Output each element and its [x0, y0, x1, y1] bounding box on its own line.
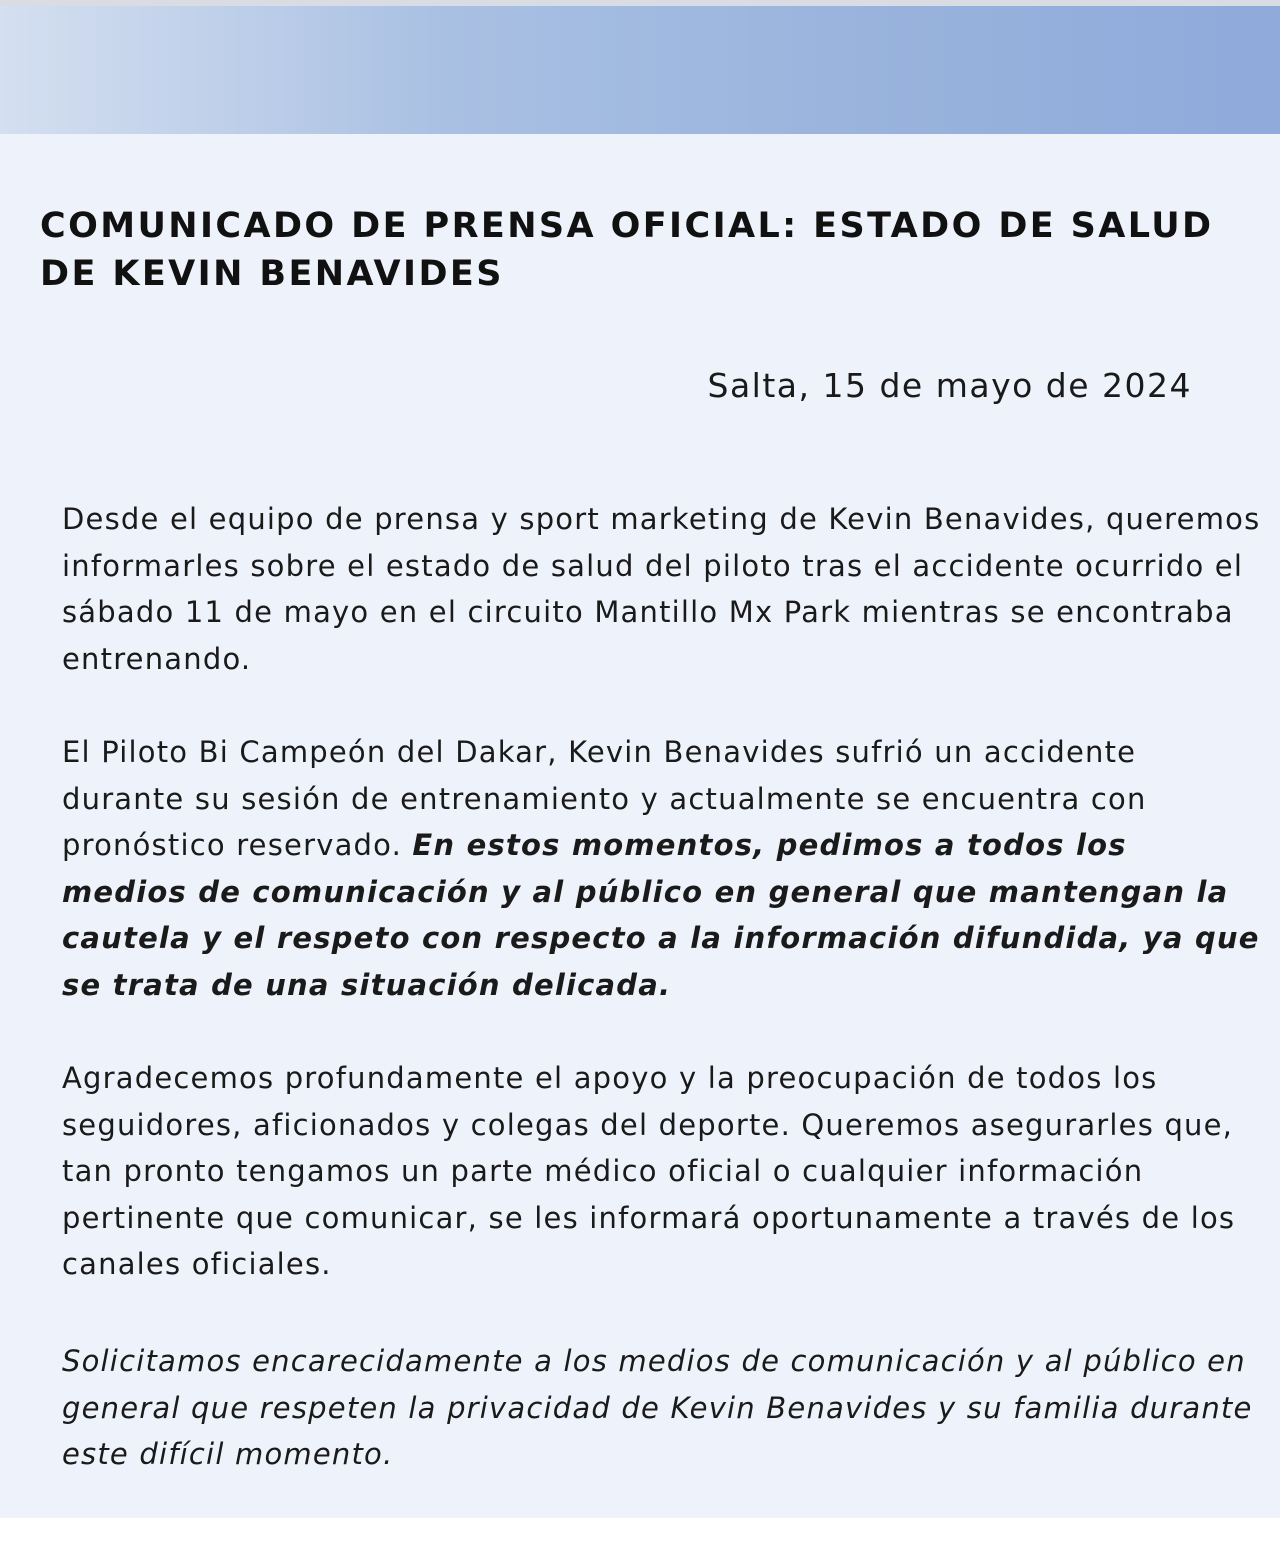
header-banner	[0, 6, 1280, 134]
paragraph-privacy-request: Solicitamos encarecidamente a los medios de comunicación y al público en general que respeten la privacidad de Kevin Benavides y su familia durante este difícil momento.	[62, 1344, 1253, 1471]
press-release-date: Salta, 15 de mayo de 2024	[707, 366, 1192, 405]
paragraph-accident-emphasis: En estos momentos, pedimos a todos los medios de comunicación y al público en general que mantengan la cautela y el respeto con respecto a la información difundida, ya que se trata de una situación delicada.	[62, 828, 1260, 1002]
paragraph-thanks: Agradecemos profundamente el apoyo y la preocupación de todos los seguidores, aficionados y colegas del deporte. Queremos asegurarles que, tan pronto tengamos un parte médico oficial o cualquier información pertinente que comunicar, se les informará oportunamente a través de los canales oficiales.	[62, 1061, 1236, 1281]
paragraph-accident-text: El Piloto Bi Campeón del Dakar, Kevin Benavides sufrió un accidente durante su sesión de entrenamiento y actualmente se encuentra con pronóstico reservado.	[62, 735, 1147, 862]
paragraph-intro: Desde el equipo de prensa y sport marketing de Kevin Benavides, queremos informarles sobre el estado de salud del piloto tras el accidente ocurrido el sábado 11 de mayo en el circuito Mantillo Mx Park mientras se encontraba entrenando.	[62, 502, 1261, 676]
press-release-page	[0, 134, 1280, 1518]
paragraph-accident	[62, 729, 1262, 1008]
press-release-title: COMUNICADO DE PRENSA OFICIAL: ESTADO DE SALUD DE KEVIN BENAVIDES	[40, 206, 1214, 294]
bottom-margin	[0, 1518, 1280, 1552]
